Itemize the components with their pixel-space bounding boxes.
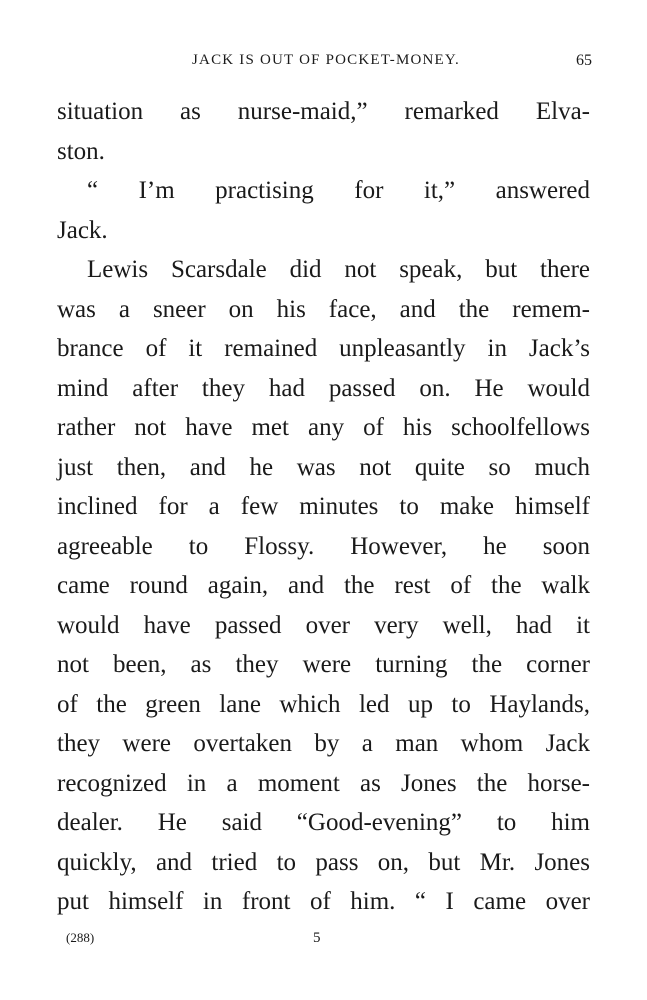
- running-title: JACK IS OUT OF POCKET-MONEY.: [192, 52, 460, 68]
- text-line: inclined for a few minutes to make himself: [57, 493, 590, 520]
- text-line: “ I’m practising for it,” answered: [87, 177, 590, 204]
- page-number: 65: [576, 52, 592, 69]
- text-line: Jack.: [57, 216, 108, 244]
- text-line: recognized in a moment as Jones the horse-: [57, 769, 590, 797]
- text-line: just then, and he was not quite so much: [57, 453, 590, 481]
- text-line: they were overtaken by a man whom Jack: [57, 730, 590, 757]
- text-line: ston.: [57, 137, 105, 165]
- text-line: mind after they had passed on. He would: [57, 374, 590, 402]
- text-line: not been, as they were turning the corner: [57, 651, 590, 678]
- text-line: brance of it remained unpleasantly in Jack’s: [57, 335, 590, 362]
- running-head: [60, 52, 592, 74]
- text-line: dealer. He said “Good-evening” to him: [57, 809, 590, 836]
- body-text: [57, 92, 590, 922]
- text-line: Lewis Scarsdale did not speak, but there: [87, 256, 590, 283]
- text-line: put himself in front of him. “ I came over: [57, 888, 590, 915]
- text-line: of the green lane which led up to Haylands,: [57, 690, 590, 718]
- text-line: situation as nurse-maid,” remarked Elva-: [57, 98, 590, 125]
- text-line: came round again, and the rest of the walk: [57, 572, 590, 599]
- text-line: would have passed over very well, had it: [57, 611, 590, 639]
- text-line: quickly, and tried to pass on, but Mr. Jones: [57, 848, 590, 876]
- sheet-number: 5: [313, 930, 321, 946]
- text-line: agreeable to Flossy. However, he soon: [57, 532, 590, 560]
- text-line: was a sneer on his face, and the remem-: [57, 295, 590, 323]
- printer-signature: (288): [66, 930, 95, 945]
- text-line: rather not have met any of his schoolfellows: [57, 414, 590, 441]
